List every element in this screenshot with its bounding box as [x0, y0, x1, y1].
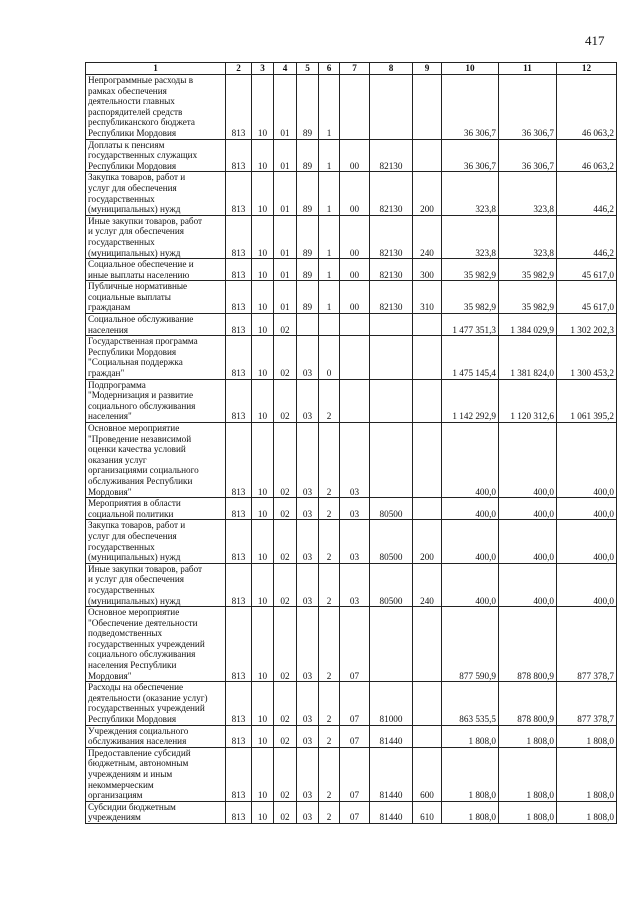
cell-section: 10: [252, 682, 274, 725]
cell-section: 10: [252, 379, 274, 422]
cell-expense-type: [413, 139, 442, 172]
cell-expense-type: 600: [413, 747, 442, 801]
cell-program: 03: [297, 520, 319, 563]
cell-amount-year-2: 400,0: [499, 423, 557, 498]
cell-section: 10: [252, 215, 274, 258]
expense-name: Учреждения социального обслуживания населения: [86, 725, 226, 747]
cell-amount-year-3: 1 302 202,3: [557, 314, 617, 336]
table-row: [86, 423, 617, 498]
cell-subprogram: 0: [319, 336, 340, 379]
cell-activity: 07: [340, 682, 370, 725]
column-header: 12: [557, 63, 617, 75]
cell-amount-year-2: 35 982,9: [499, 281, 557, 314]
expense-name: Социальное обеспечение и иные выплаты населению: [86, 259, 226, 281]
cell-section: 10: [252, 281, 274, 314]
cell-ministry-code: 813: [226, 314, 252, 336]
cell-expense-type: 300: [413, 259, 442, 281]
cell-activity: [340, 75, 370, 140]
cell-subprogram: 2: [319, 801, 340, 823]
cell-direction: 82130: [370, 139, 413, 172]
table-row: [86, 139, 617, 172]
cell-direction: [370, 314, 413, 336]
cell-section: 10: [252, 801, 274, 823]
page-number: 417: [585, 33, 605, 48]
cell-amount-year-1: 1 475 145,4: [442, 336, 499, 379]
table-row: [86, 336, 617, 379]
cell-activity: 07: [340, 747, 370, 801]
cell-ministry-code: 813: [226, 281, 252, 314]
cell-section: 10: [252, 314, 274, 336]
cell-amount-year-2: 1 808,0: [499, 747, 557, 801]
table-row: [86, 747, 617, 801]
cell-expense-type: 240: [413, 215, 442, 258]
cell-amount-year-1: 400,0: [442, 498, 499, 520]
cell-activity: 00: [340, 172, 370, 215]
cell-ministry-code: 813: [226, 172, 252, 215]
cell-section: 10: [252, 563, 274, 606]
cell-amount-year-2: 400,0: [499, 520, 557, 563]
cell-amount-year-2: 878 800,9: [499, 607, 557, 682]
cell-program: 89: [297, 75, 319, 140]
cell-program: [297, 314, 319, 336]
cell-subprogram: 1: [319, 215, 340, 258]
cell-amount-year-3: 1 808,0: [557, 725, 617, 747]
cell-subsection: 02: [274, 725, 297, 747]
cell-direction: 80500: [370, 563, 413, 606]
cell-amount-year-3: 1 300 453,2: [557, 336, 617, 379]
cell-activity: 03: [340, 563, 370, 606]
table-row: [86, 172, 617, 215]
cell-ministry-code: 813: [226, 725, 252, 747]
cell-section: 10: [252, 520, 274, 563]
expense-name: Основное мероприятие "Проведение независимой оценки качества условий оказания услуг организациями социального обслуживания Республики Мордовия": [86, 423, 226, 498]
table-row: [86, 281, 617, 314]
budget-table: [85, 62, 617, 824]
cell-amount-year-1: 1 808,0: [442, 801, 499, 823]
table-row: [86, 259, 617, 281]
cell-ministry-code: 813: [226, 563, 252, 606]
cell-subsection: 02: [274, 801, 297, 823]
cell-section: 10: [252, 747, 274, 801]
expense-name: Основное мероприятие "Обеспечение деятельности подведомственных государственных учреждений социального обслуживания населения Республики Мордовия": [86, 607, 226, 682]
cell-amount-year-1: 400,0: [442, 423, 499, 498]
cell-ministry-code: 813: [226, 259, 252, 281]
cell-section: 10: [252, 725, 274, 747]
cell-expense-type: [413, 498, 442, 520]
expense-name: Иные закупки товаров, работ и услуг для обеспечения государственных (муниципальных) нужд: [86, 215, 226, 258]
cell-direction: 82130: [370, 281, 413, 314]
expense-name: Закупка товаров, работ и услуг для обеспечения государственных (муниципальных) нужд: [86, 520, 226, 563]
cell-program: 89: [297, 281, 319, 314]
cell-amount-year-1: 1 808,0: [442, 747, 499, 801]
column-header: 11: [499, 63, 557, 75]
cell-amount-year-1: 863 535,5: [442, 682, 499, 725]
cell-direction: 82130: [370, 172, 413, 215]
cell-expense-type: [413, 423, 442, 498]
table-row: [86, 75, 617, 140]
cell-amount-year-3: 45 617,0: [557, 259, 617, 281]
cell-amount-year-1: 36 306,7: [442, 75, 499, 140]
cell-direction: [370, 423, 413, 498]
cell-subprogram: 2: [319, 379, 340, 422]
cell-subsection: 02: [274, 423, 297, 498]
cell-amount-year-3: 46 063,2: [557, 139, 617, 172]
column-header: 1: [86, 63, 226, 75]
cell-ministry-code: 813: [226, 607, 252, 682]
cell-ministry-code: 813: [226, 336, 252, 379]
cell-ministry-code: 813: [226, 139, 252, 172]
cell-subsection: 01: [274, 75, 297, 140]
cell-amount-year-2: 36 306,7: [499, 139, 557, 172]
cell-direction: 81440: [370, 747, 413, 801]
cell-subprogram: 2: [319, 747, 340, 801]
cell-activity: [340, 314, 370, 336]
cell-subprogram: 1: [319, 259, 340, 281]
cell-amount-year-1: 1 808,0: [442, 725, 499, 747]
expense-name: Иные закупки товаров, работ и услуг для обеспечения государственных (муниципальных) нужд: [86, 563, 226, 606]
cell-amount-year-3: 1 808,0: [557, 801, 617, 823]
table-row: [86, 215, 617, 258]
expense-name: Субсидии бюджетным учреждениям: [86, 801, 226, 823]
cell-direction: 80500: [370, 498, 413, 520]
cell-activity: 07: [340, 607, 370, 682]
cell-amount-year-2: 1 384 029,9: [499, 314, 557, 336]
expense-name: Расходы на обеспечение деятельности (оказание услуг) государственных учреждений Республики Мордовия: [86, 682, 226, 725]
cell-expense-type: 310: [413, 281, 442, 314]
column-header: 8: [370, 63, 413, 75]
expense-name: Доплаты к пенсиям государственных служащих Республики Мордовия: [86, 139, 226, 172]
expense-name: Мероприятия в области социальной политики: [86, 498, 226, 520]
column-header: 10: [442, 63, 499, 75]
cell-amount-year-1: 35 982,9: [442, 259, 499, 281]
cell-expense-type: [413, 336, 442, 379]
cell-activity: [340, 379, 370, 422]
cell-subsection: 02: [274, 747, 297, 801]
expense-name: Социальное обслуживание населения: [86, 314, 226, 336]
cell-activity: 00: [340, 259, 370, 281]
cell-direction: [370, 379, 413, 422]
cell-program: 03: [297, 801, 319, 823]
cell-ministry-code: 813: [226, 682, 252, 725]
cell-subprogram: 2: [319, 520, 340, 563]
cell-expense-type: 240: [413, 563, 442, 606]
cell-subprogram: 1: [319, 281, 340, 314]
column-header: 2: [226, 63, 252, 75]
cell-amount-year-1: 36 306,7: [442, 139, 499, 172]
expense-name: Предоставление субсидий бюджетным, автономным учреждениям и иным некоммерческим организациям: [86, 747, 226, 801]
cell-direction: 80500: [370, 520, 413, 563]
cell-activity: 00: [340, 139, 370, 172]
cell-amount-year-1: 400,0: [442, 563, 499, 606]
cell-expense-type: [413, 314, 442, 336]
cell-direction: 81440: [370, 801, 413, 823]
cell-activity: 00: [340, 281, 370, 314]
table-row: [86, 801, 617, 823]
column-header: 3: [252, 63, 274, 75]
cell-amount-year-1: 323,8: [442, 172, 499, 215]
cell-direction: [370, 336, 413, 379]
cell-section: 10: [252, 259, 274, 281]
cell-amount-year-1: 323,8: [442, 215, 499, 258]
cell-program: 03: [297, 379, 319, 422]
column-header: 9: [413, 63, 442, 75]
cell-subprogram: 1: [319, 172, 340, 215]
table-row: [86, 725, 617, 747]
cell-direction: 81440: [370, 725, 413, 747]
cell-section: 10: [252, 75, 274, 140]
cell-expense-type: 200: [413, 520, 442, 563]
cell-expense-type: [413, 75, 442, 140]
expense-name: Непрограммные расходы в рамках обеспечения деятельности главных распорядителей средств республиканского бюджета Республики Мордовия: [86, 75, 226, 140]
cell-subprogram: 2: [319, 607, 340, 682]
cell-amount-year-2: 323,8: [499, 172, 557, 215]
cell-ministry-code: 813: [226, 520, 252, 563]
cell-amount-year-3: 400,0: [557, 423, 617, 498]
cell-subsection: 02: [274, 563, 297, 606]
cell-subsection: 02: [274, 314, 297, 336]
cell-amount-year-3: 400,0: [557, 498, 617, 520]
cell-amount-year-1: 35 982,9: [442, 281, 499, 314]
cell-subsection: 02: [274, 682, 297, 725]
column-header: 5: [297, 63, 319, 75]
cell-direction: [370, 75, 413, 140]
cell-expense-type: [413, 607, 442, 682]
cell-direction: 82130: [370, 259, 413, 281]
column-header: 7: [340, 63, 370, 75]
cell-program: 03: [297, 747, 319, 801]
cell-program: 89: [297, 259, 319, 281]
cell-subsection: 01: [274, 172, 297, 215]
cell-subprogram: 2: [319, 725, 340, 747]
cell-subprogram: 2: [319, 563, 340, 606]
column-header: 6: [319, 63, 340, 75]
cell-subprogram: [319, 314, 340, 336]
cell-amount-year-2: 878 800,9: [499, 682, 557, 725]
table-row: [86, 379, 617, 422]
cell-activity: 00: [340, 215, 370, 258]
cell-section: 10: [252, 172, 274, 215]
cell-program: 89: [297, 215, 319, 258]
cell-amount-year-3: 877 378,7: [557, 682, 617, 725]
cell-activity: 07: [340, 725, 370, 747]
cell-subsection: 02: [274, 336, 297, 379]
cell-subsection: 02: [274, 520, 297, 563]
cell-program: 03: [297, 682, 319, 725]
cell-amount-year-2: 400,0: [499, 498, 557, 520]
cell-program: 89: [297, 139, 319, 172]
cell-amount-year-2: 323,8: [499, 215, 557, 258]
cell-subsection: 02: [274, 498, 297, 520]
cell-program: 03: [297, 498, 319, 520]
cell-subsection: 02: [274, 607, 297, 682]
cell-expense-type: [413, 379, 442, 422]
cell-program: 03: [297, 725, 319, 747]
cell-subprogram: 2: [319, 498, 340, 520]
cell-program: 03: [297, 423, 319, 498]
column-header: 4: [274, 63, 297, 75]
cell-subprogram: 1: [319, 75, 340, 140]
cell-subprogram: 2: [319, 682, 340, 725]
cell-section: 10: [252, 498, 274, 520]
cell-amount-year-2: 400,0: [499, 563, 557, 606]
cell-program: 03: [297, 336, 319, 379]
cell-subsection: 01: [274, 215, 297, 258]
cell-subprogram: 1: [319, 139, 340, 172]
cell-direction: [370, 607, 413, 682]
cell-amount-year-3: 400,0: [557, 563, 617, 606]
cell-activity: 03: [340, 498, 370, 520]
cell-amount-year-1: 400,0: [442, 520, 499, 563]
cell-ministry-code: 813: [226, 379, 252, 422]
cell-amount-year-3: 446,2: [557, 172, 617, 215]
cell-amount-year-1: 877 590,9: [442, 607, 499, 682]
cell-direction: 82130: [370, 215, 413, 258]
cell-section: 10: [252, 423, 274, 498]
cell-amount-year-2: 1 381 824,0: [499, 336, 557, 379]
cell-amount-year-2: 36 306,7: [499, 75, 557, 140]
cell-amount-year-3: 45 617,0: [557, 281, 617, 314]
cell-subprogram: 2: [319, 423, 340, 498]
cell-amount-year-1: 1 477 351,3: [442, 314, 499, 336]
table-row: [86, 314, 617, 336]
cell-direction: 81000: [370, 682, 413, 725]
cell-subsection: 02: [274, 379, 297, 422]
cell-activity: 03: [340, 520, 370, 563]
cell-section: 10: [252, 607, 274, 682]
cell-ministry-code: 813: [226, 801, 252, 823]
cell-amount-year-3: 1 808,0: [557, 747, 617, 801]
table-row: [86, 682, 617, 725]
cell-section: 10: [252, 139, 274, 172]
cell-amount-year-3: 877 378,7: [557, 607, 617, 682]
cell-expense-type: 610: [413, 801, 442, 823]
cell-amount-year-3: 1 061 395,2: [557, 379, 617, 422]
cell-ministry-code: 813: [226, 747, 252, 801]
header-row: [86, 63, 617, 75]
cell-amount-year-3: 400,0: [557, 520, 617, 563]
expense-name: Подпрограмма "Модернизация и развитие социального обслуживания населения": [86, 379, 226, 422]
cell-activity: 03: [340, 423, 370, 498]
cell-subsection: 01: [274, 139, 297, 172]
expense-name: Публичные нормативные социальные выплаты гражданам: [86, 281, 226, 314]
cell-ministry-code: 813: [226, 215, 252, 258]
table-row: [86, 607, 617, 682]
cell-amount-year-3: 446,2: [557, 215, 617, 258]
cell-amount-year-2: 1 808,0: [499, 725, 557, 747]
cell-amount-year-2: 1 808,0: [499, 801, 557, 823]
table-row: [86, 520, 617, 563]
cell-activity: 07: [340, 801, 370, 823]
cell-expense-type: 200: [413, 172, 442, 215]
cell-ministry-code: 813: [226, 498, 252, 520]
cell-subsection: 01: [274, 259, 297, 281]
cell-amount-year-3: 46 063,2: [557, 75, 617, 140]
cell-program: 89: [297, 172, 319, 215]
cell-expense-type: [413, 725, 442, 747]
cell-subsection: 01: [274, 281, 297, 314]
table-body: [86, 75, 617, 824]
cell-expense-type: [413, 682, 442, 725]
cell-section: 10: [252, 336, 274, 379]
table-row: [86, 498, 617, 520]
cell-amount-year-2: 35 982,9: [499, 259, 557, 281]
expense-name: Государственная программа Республики Мордовия "Социальная поддержка граждан": [86, 336, 226, 379]
cell-ministry-code: 813: [226, 75, 252, 140]
expense-name: Закупка товаров, работ и услуг для обеспечения государственных (муниципальных) нужд: [86, 172, 226, 215]
cell-program: 03: [297, 607, 319, 682]
cell-amount-year-2: 1 120 312,6: [499, 379, 557, 422]
cell-amount-year-1: 1 142 292,9: [442, 379, 499, 422]
table-row: [86, 563, 617, 606]
cell-activity: [340, 336, 370, 379]
cell-ministry-code: 813: [226, 423, 252, 498]
cell-program: 03: [297, 563, 319, 606]
